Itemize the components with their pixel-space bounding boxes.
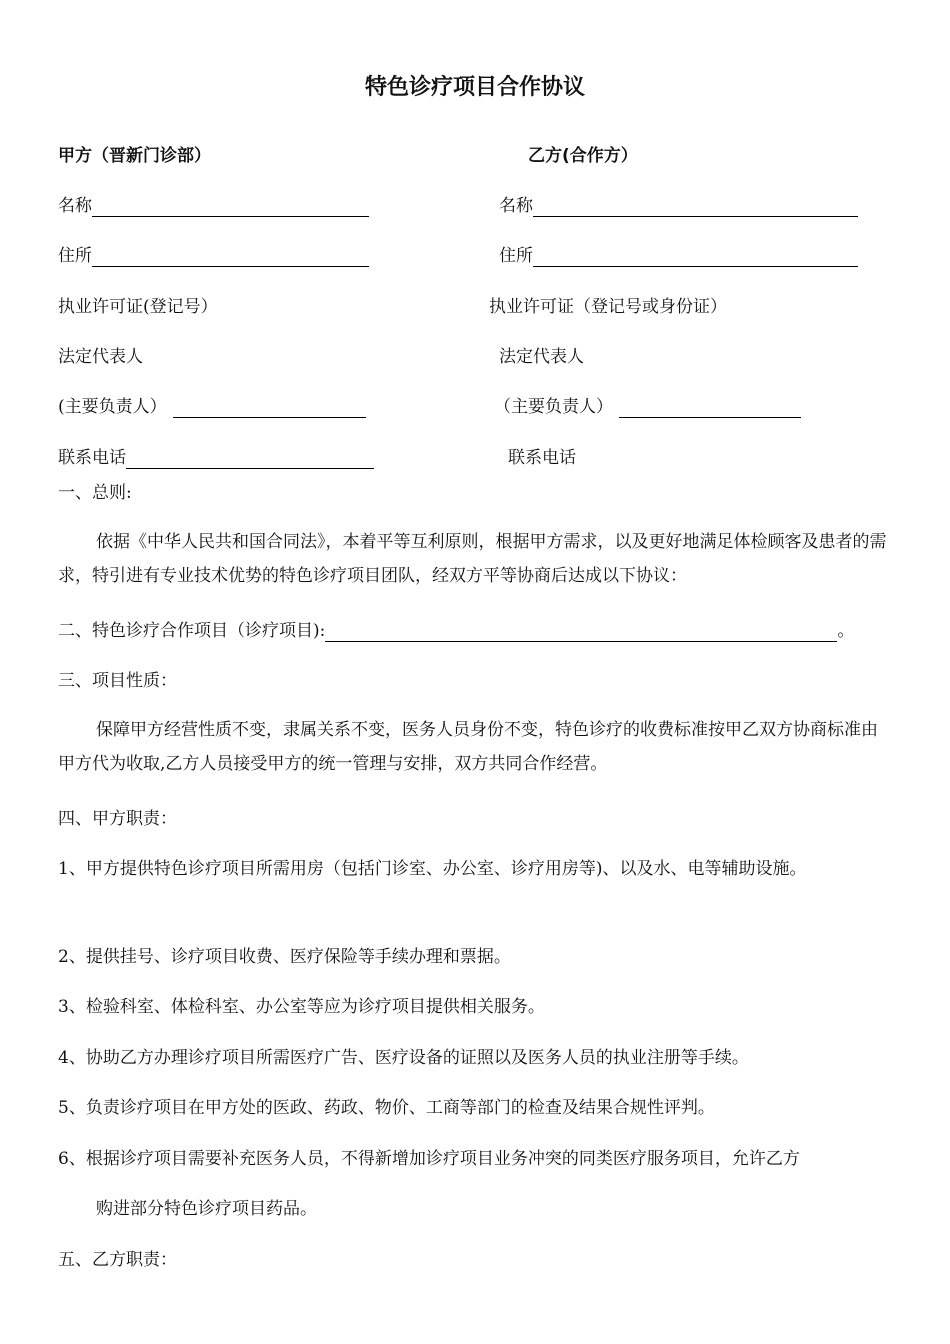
section-4-heading: 四、甲方职责： [58, 809, 177, 829]
section-2-end-mark: 。 [837, 621, 855, 641]
party-a-rep-label: 法定代表人 [58, 347, 143, 367]
party-b-address-label: 住所 [499, 246, 533, 266]
party-a-name-field[interactable] [92, 196, 369, 217]
section-3-body: 保障甲方经营性质不变，隶属关系不变，医务人员身份不变，特色诊疗的收费标准按甲乙双方协商标准由甲方代为收取,乙方人员接受甲方的统一管理与安排，双方共同合作经营。 [58, 720, 878, 774]
section-4-item-4: 4、协助乙方办理诊疗项目所需医疗广告、医疗设备的证照以及医务人员的执业注册等手续。 [58, 1048, 749, 1068]
party-a-phone-row [58, 447, 374, 469]
party-a-heading: 甲方（晋新门诊部） [58, 146, 211, 166]
party-b-address-field[interactable] [533, 246, 858, 267]
section-4-item-3: 3、检验科室、体检科室、办公室等应为诊疗项目提供相关服务。 [58, 997, 545, 1017]
party-b-heading: 乙方(合作方） [528, 146, 638, 166]
party-a-license-label: 执业许可证(登记号） [58, 297, 218, 317]
party-b-head-row [494, 396, 801, 418]
section-4-item-1: 1、甲方提供特色诊疗项目所需用房（包括门诊室、办公室、诊疗用房等)、以及水、电等辅助设施。 [58, 859, 807, 879]
section-2-project-field[interactable] [325, 621, 837, 642]
party-b-name-field[interactable] [533, 196, 858, 217]
party-a-address-field[interactable] [92, 246, 369, 267]
section-5-heading: 五、乙方职责： [58, 1250, 177, 1270]
document-title: 特色诊疗项目合作协议 [364, 75, 585, 100]
party-b-head-label: （主要负责人） [494, 397, 613, 417]
section-4-item-5: 5、负责诊疗项目在甲方处的医政、药政、物价、工商等部门的检查及结果合规性评判。 [58, 1098, 715, 1118]
section-4-item-6: 6、根据诊疗项目需要补充医务人员，不得新增加诊疗项目业务冲突的同类医疗服务项目，允许乙方 [58, 1149, 800, 1169]
party-a-name-row [58, 195, 369, 217]
party-a-address-label: 住所 [58, 246, 92, 266]
party-a-head-field[interactable] [173, 397, 366, 418]
party-b-address-row [499, 245, 858, 267]
party-a-head-row [58, 396, 366, 418]
party-a-head-label: (主要负责人） [58, 397, 167, 417]
section-4-item-2: 2、提供挂号、诊疗项目收费、医疗保险等手续办理和票据。 [58, 947, 511, 967]
party-b-head-field[interactable] [619, 397, 801, 418]
section-4-item-6-continued: 购进部分特色诊疗项目药品。 [96, 1199, 317, 1219]
section-1-heading: 一、总则: [58, 483, 132, 503]
section-3-heading: 三、项目性质： [58, 671, 177, 691]
party-b-phone-label: 联系电话 [508, 448, 576, 468]
party-b-name-label: 名称 [499, 196, 533, 216]
party-a-name-label: 名称 [58, 196, 92, 216]
party-b-license-label: 执业许可证（登记号或身份证） [489, 297, 727, 317]
party-a-address-row [58, 245, 369, 267]
party-a-phone-field[interactable] [126, 448, 374, 469]
section-1-body: 依据《中华人民共和国合同法》，本着平等互利原则，根据甲方需求，以及更好地满足体检顾客及患者的需求，特引进有专业技术优势的特色诊疗项目团队，经双方平等协商后达成以下协议： [58, 532, 887, 586]
party-b-name-row [499, 195, 858, 217]
section-2-row [58, 620, 854, 642]
section-2-heading: 二、特色诊疗合作项目（诊疗项目): [58, 621, 326, 641]
party-b-rep-label: 法定代表人 [499, 347, 584, 367]
party-a-phone-label: 联系电话 [58, 448, 126, 468]
